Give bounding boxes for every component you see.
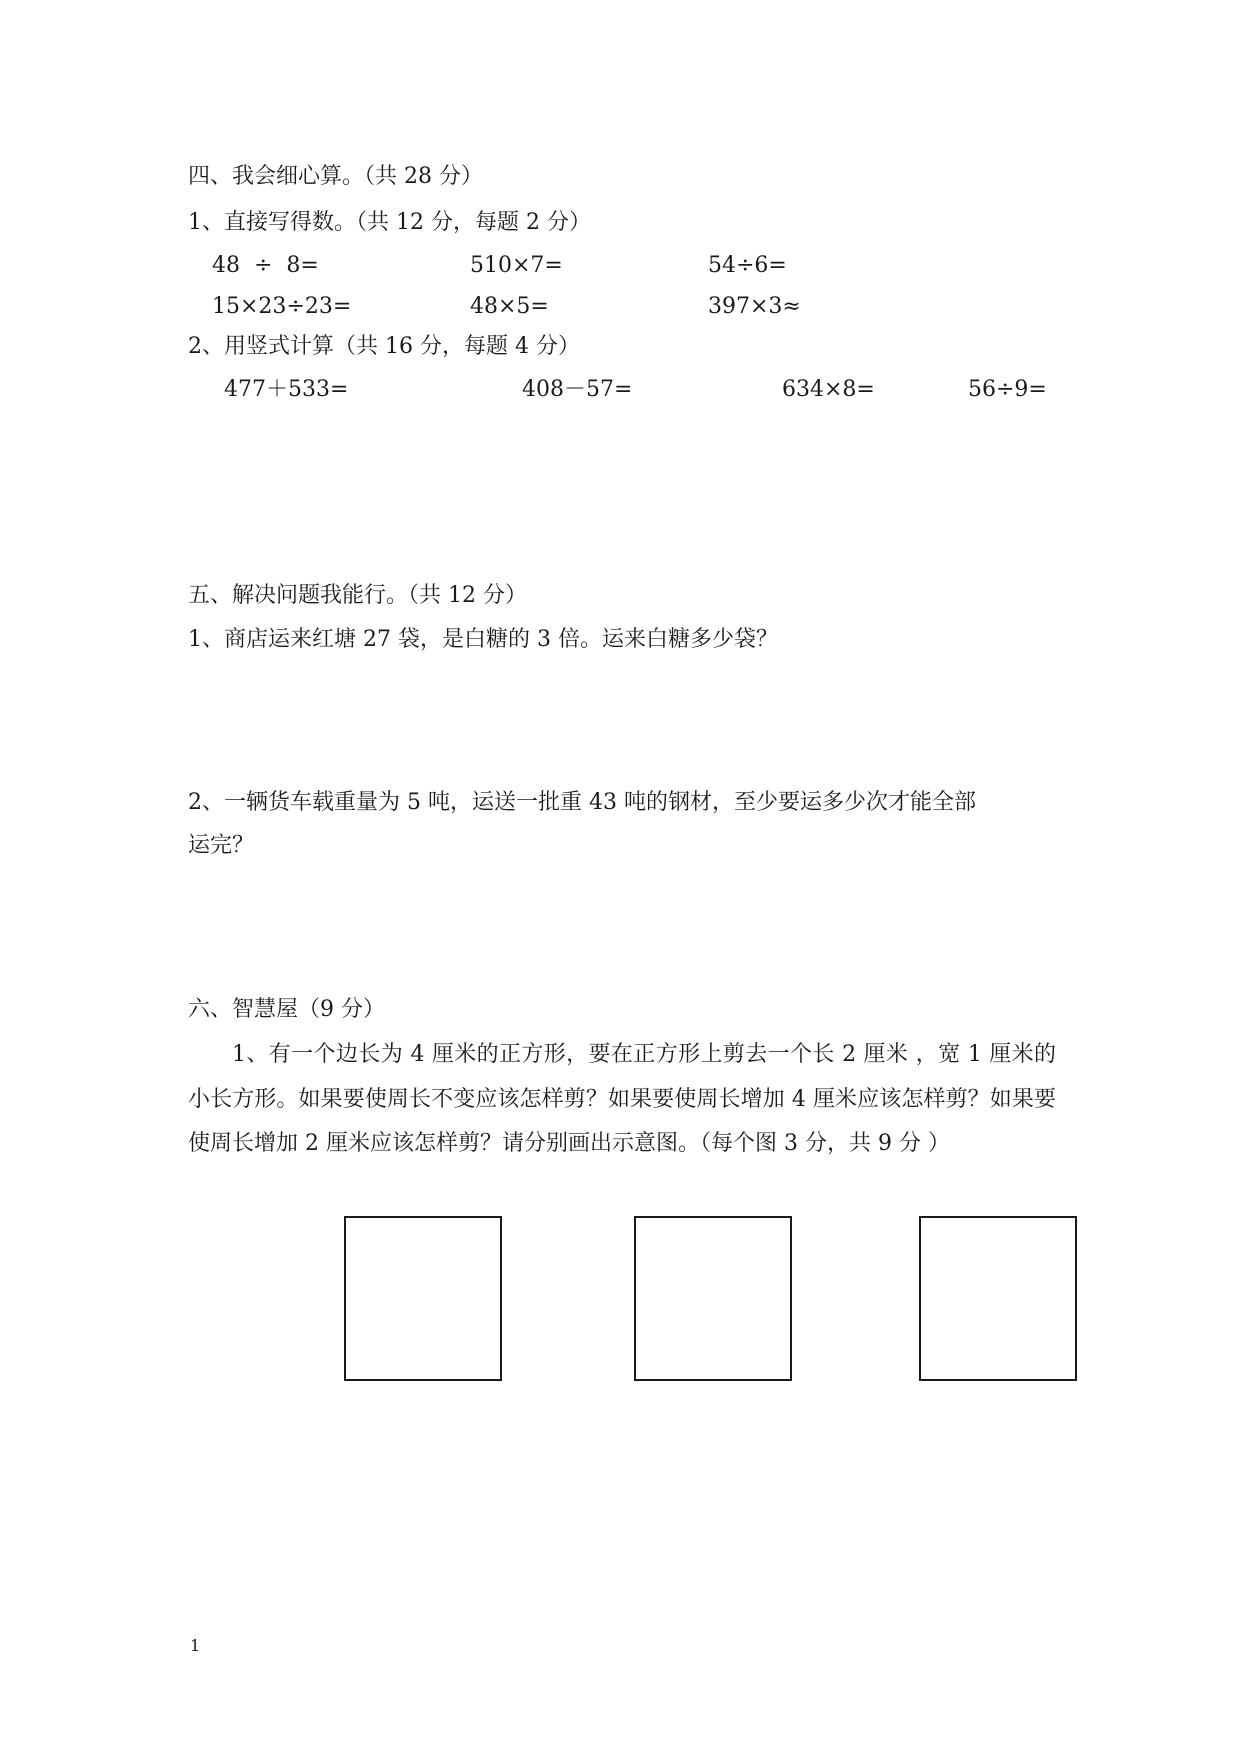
section5-question-2-line2: 运完？ xyxy=(188,833,255,858)
vertical-calc-item: 634×8= xyxy=(782,377,875,402)
vertical-calc-item: 408－57= xyxy=(522,377,633,402)
drawing-box-2 xyxy=(634,1216,792,1381)
section5-question-1: 1、商店运来红塘 27 袋，是白糖的 3 倍。运来白糖多少袋？ xyxy=(188,627,778,652)
vertical-calc-item: 56÷9= xyxy=(968,377,1047,402)
section4-q1-title: 1、直接写得数。（共 12 分，每题 2 分） xyxy=(188,210,591,235)
section6-question-1: 1、有一个边长为 4 厘米的正方形，要在正方形上剪去一个长 2 厘米 ，宽 1 厘米的小长方形。如果要使周长不变应该怎样剪？如果要使周长增加 4 厘米应该怎样剪？如果要使周长增加 2 厘米应该怎样剪？请分别画出示意图。（每个图 3 分，共 9 分 ） xyxy=(188,1042,1056,1156)
page-number: 1 xyxy=(190,1636,201,1655)
section6-title: 六、智慧屋（9 分） xyxy=(188,997,385,1022)
oral-calc-item: 15×23÷23= xyxy=(212,294,352,319)
section5-question-2-line1: 2、一辆货车载重量为 5 吨，运送一批重 43 吨的钢材，至少要运多少次才能全部 xyxy=(188,790,976,815)
drawing-box-1 xyxy=(344,1216,502,1381)
section5-title: 五、解决问题我能行。（共 12 分） xyxy=(188,583,527,608)
oral-calc-item: 48 ÷ 8= xyxy=(212,253,319,278)
oral-calc-item: 54÷6= xyxy=(708,253,787,278)
section4-title: 四、我会细心算。（共 28 分） xyxy=(188,164,483,189)
oral-calc-item: 397×3≈ xyxy=(708,294,801,319)
drawing-box-3 xyxy=(919,1216,1077,1381)
oral-calc-item: 510×7= xyxy=(470,253,563,278)
vertical-calc-item: 477＋533= xyxy=(224,377,349,402)
oral-calc-item: 48×5= xyxy=(470,294,549,319)
section4-q2-title: 2、用竖式计算（共 16 分，每题 4 分） xyxy=(188,334,580,359)
